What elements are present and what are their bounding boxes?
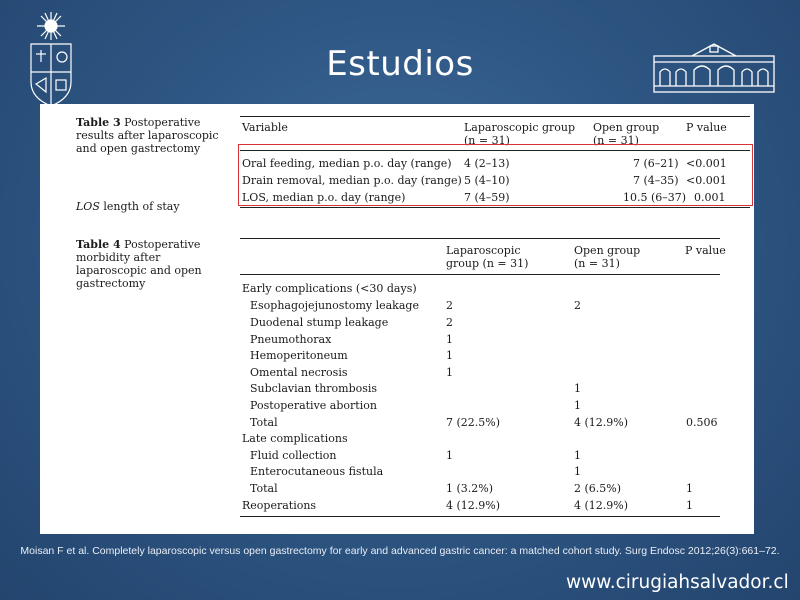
table4-row-label: Hemoperitoneum: [250, 349, 348, 362]
table4-row-label: Omental necrosis: [250, 366, 348, 379]
table4-row-lap: 1: [446, 349, 453, 362]
table4-row-lap: 1: [446, 449, 453, 462]
table4-row-label: Postoperative abortion: [250, 399, 377, 412]
table4-header-rule: [240, 274, 720, 275]
table4-row-lap: 2: [446, 299, 453, 312]
table3-row-p: <0.001: [686, 157, 727, 170]
table4-row-p: 1: [686, 499, 693, 512]
table4-row-lap: 4 (12.9%): [446, 499, 501, 512]
table4-top-rule: [240, 238, 720, 239]
table3-header-p: P value: [686, 121, 727, 134]
table4-header-p: P value: [685, 244, 726, 257]
table4-row-label: Fluid collection: [250, 449, 337, 462]
table4-caption-label: Table 4: [76, 238, 121, 251]
table4-row-label: Esophagojejunostomy leakage: [250, 299, 419, 312]
highlight-box: [238, 144, 753, 206]
table4-header-open-line1: Open group: [574, 244, 641, 257]
table4-row-label: Reoperations: [242, 499, 317, 512]
table4-row-label: Subclavian thrombosis: [250, 382, 378, 395]
table4-row-open: 1: [574, 449, 581, 462]
table3-footnote-abbr: LOS: [76, 200, 100, 213]
table4-row-label: Enterocutaneous fistula: [250, 465, 384, 478]
table4-row-open: 2: [574, 299, 581, 312]
table4-row-open: 1: [574, 465, 581, 478]
table4-row-lap: 1: [446, 333, 453, 346]
table3-header-lap-line1: Laparoscopic group: [464, 121, 576, 134]
table3-row-variable: Drain removal, median p.o. day (range): [242, 174, 462, 187]
table3-caption-text: Postoperative results after laparoscopic and open gastrectomy: [76, 116, 219, 155]
table4-row-label: Duodenal stump leakage: [250, 316, 389, 329]
document-page: [40, 104, 754, 534]
table3-caption: [76, 116, 226, 155]
table4-row-open: 1: [574, 382, 581, 395]
table4-row-lap: 2: [446, 316, 453, 329]
table4-row-label: Pneumothorax: [250, 333, 332, 346]
table3-row-lap: 5 (4–10): [464, 174, 510, 187]
table4-row-label: Late complications: [242, 432, 348, 445]
table4-row-open: 4 (12.9%): [574, 416, 629, 429]
table3-footnote: [76, 200, 180, 213]
table3-row-p: <0.001: [686, 174, 727, 187]
table3-top-rule: [240, 116, 750, 117]
table3-bottom-rule: [240, 207, 750, 208]
table3-row-lap: 7 (4–59): [464, 191, 510, 204]
table4-header-lap-line1: Laparoscopic: [446, 244, 521, 257]
table4-row-label: Early complications (<30 days): [242, 282, 417, 295]
table3-footnote-text: length of stay: [103, 200, 180, 213]
table4-row-lap: 1: [446, 366, 453, 379]
table4-header-open-line2: (n = 31): [574, 257, 620, 270]
table3-header-open-line2: (n = 31): [593, 134, 639, 147]
table4-row-open: 2 (6.5%): [574, 482, 622, 495]
citation: Moisan F et al. Completely laparoscopic versus open gastrectomy for early and advanced gastric cancer: a matched cohort study. Surg Endosc 2012;26(3):661–72.: [20, 545, 780, 557]
table3-caption-label: Table 3: [76, 116, 121, 129]
table3-header-variable: Variable: [242, 121, 288, 134]
table3-header-lap-line2: (n = 31): [464, 134, 510, 147]
table4-row-p: 0.506: [686, 416, 718, 429]
slide-title: Estudios: [326, 44, 474, 84]
table4-caption: [76, 238, 226, 290]
table3-row-variable: Oral feeding, median p.o. day (range): [242, 157, 452, 170]
website-url: www.cirugiahsalvador.cl: [566, 572, 789, 593]
table3-row-p: 0.001: [694, 191, 726, 204]
table3-header-open-line1: Open group: [593, 121, 660, 134]
table3-row-variable: LOS, median p.o. day (range): [242, 191, 406, 204]
table4-row-label: Total: [250, 482, 278, 495]
table3-row-open: 7 (4–35): [633, 174, 679, 187]
table3-row-open: 10.5 (6–37): [623, 191, 687, 204]
table3-row-open: 7 (6–21): [633, 157, 679, 170]
table4-row-label: Total: [250, 416, 278, 429]
table4-row-open: 1: [574, 399, 581, 412]
table4-row-p: 1: [686, 482, 693, 495]
table4-caption-text: Postoperative morbidity after laparoscopic and open gastrectomy: [76, 238, 202, 290]
table4-row-lap: 1 (3.2%): [446, 482, 494, 495]
table4-row-lap: 7 (22.5%): [446, 416, 501, 429]
table3-row-lap: 4 (2–13): [464, 157, 510, 170]
table4-row-open: 4 (12.9%): [574, 499, 629, 512]
table4-header-lap-line2: group (n = 31): [446, 257, 529, 270]
table4-bottom-rule: [240, 516, 720, 517]
